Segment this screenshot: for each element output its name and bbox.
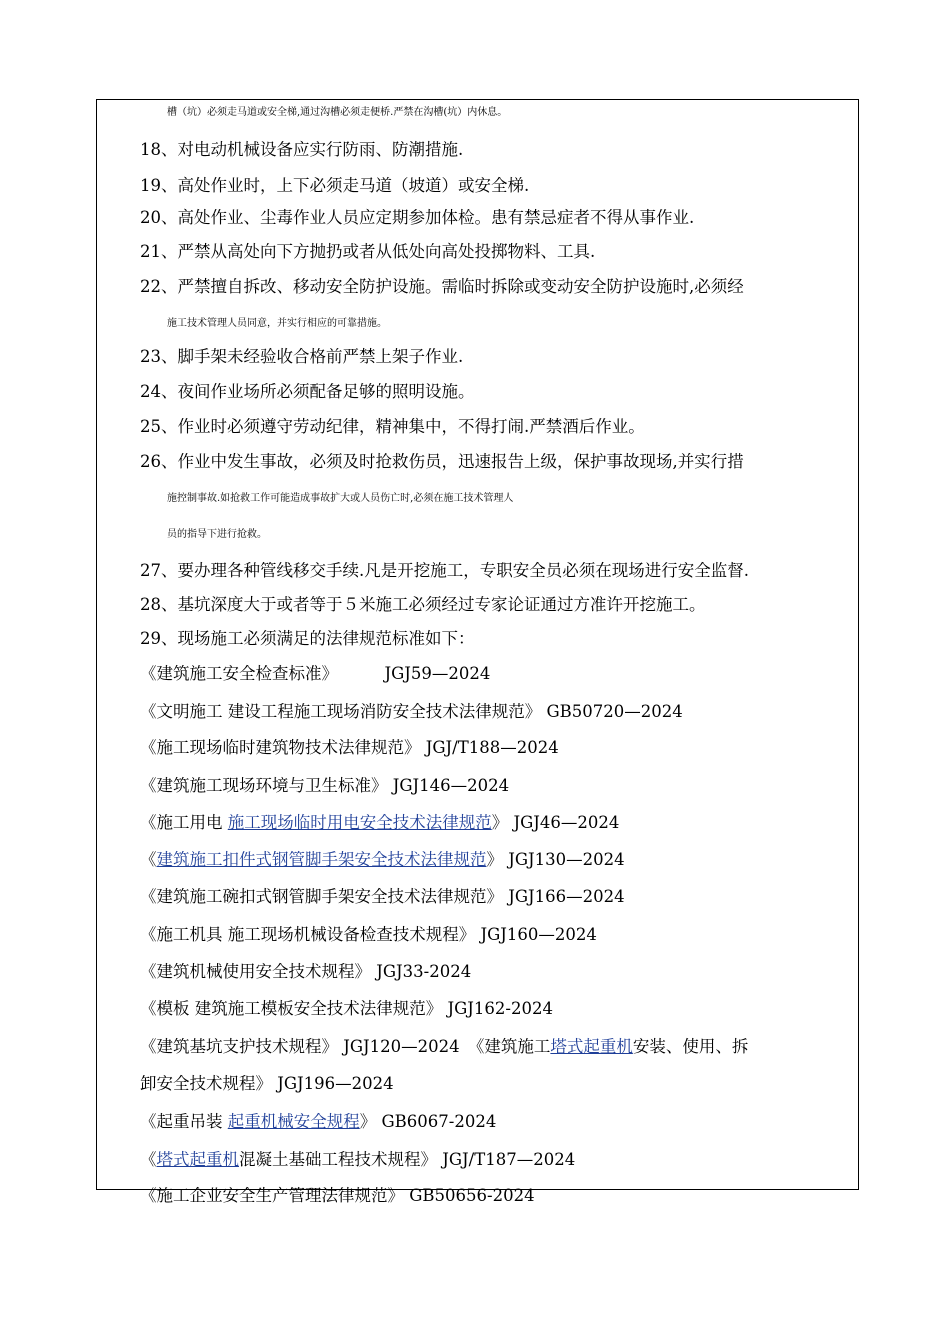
rule-item-26-line3: 员的指导下进行抢救。 (167, 529, 267, 540)
standard-12 (140, 1107, 856, 1137)
rule-item-22-line2: 施工技术管理人员同意，并实行相应的可靠措施。 (167, 318, 387, 329)
standard-11-link[interactable]: 塔式起重机 (550, 1037, 633, 1056)
rule-item-20: 20、高处作业、尘毒作业人员应定期参加体检。患有禁忌症者不得从事作业. (140, 208, 695, 227)
standard-6-prefix: 《 (140, 850, 157, 869)
standard-12-prefix: 《起重吊装 (140, 1112, 228, 1131)
rule-item-27: 27、要办理各种管线移交手续.凡是开挖施工，专职安全员必须在现场进行安全监督. (140, 561, 749, 580)
rule-item-19: 19、高处作业时，上下必须走马道（坡道）或安全梯. (140, 176, 530, 195)
standard-13-link[interactable]: 塔式起重机 (156, 1150, 239, 1169)
standard-11-prefix: 《建筑基坑支护技术规程》 JGJ120—2024 《建筑施工 (140, 1037, 551, 1056)
standard-11-suffix: 安装、使用、拆 (632, 1037, 749, 1056)
standard-14: 《施工企业安全生产管理法律规范》 GB50656-2024 (140, 1186, 535, 1205)
standard-13-prefix: 《 (140, 1150, 157, 1169)
standard-10: 《模板 建筑施工模板安全技术法律规范》 JGJ162-2024 (140, 999, 553, 1018)
standard-11-line2: 卸安全技术规程》 JGJ196—2024 (140, 1074, 394, 1093)
standard-6-link[interactable]: 建筑施工扣件式钢管脚手架安全技术法律规范 (156, 850, 487, 869)
standard-6 (140, 845, 856, 875)
rule-item-22-line1: 22、严禁擅自拆改、移动安全防护设施。需临时拆除或变动安全防护设施时,必须经 (140, 277, 744, 296)
rule-item-26-line2: 施控制事故.如抢救工作可能造成事故扩大或人员伤亡时,必须在施工技术管理人 (167, 493, 514, 504)
standard-13-suffix: 混凝土基础工程技术规程》 JGJ/T187—2024 (239, 1150, 576, 1169)
standard-5-suffix: 》 JGJ46—2024 (491, 813, 620, 832)
standard-1: 《建筑施工安全检查标准》 JGJ59—2024 (140, 664, 491, 683)
standard-6-suffix: 》 JGJ130—2024 (486, 850, 625, 869)
rule-item-24: 24、夜间作业场所必须配备足够的照明设施。 (140, 382, 475, 401)
standard-7: 《建筑施工碗扣式钢管脚手架安全技术法律规范》 JGJ166—2024 (140, 887, 625, 906)
standard-12-suffix: 》 GB6067-2024 (359, 1112, 497, 1131)
standard-5-prefix: 《施工用电 (140, 813, 228, 832)
rule-item-21: 21、严禁从高处向下方抛扔或者从低处向高处投掷物料、工具. (140, 242, 596, 261)
standard-13 (140, 1145, 856, 1175)
standard-11-line1 (140, 1032, 856, 1062)
standard-5 (140, 808, 856, 838)
standard-9: 《建筑机械使用安全技术规程》 JGJ33-2024 (140, 962, 472, 981)
rule-item-26-line1: 26、作业中发生事故，必须及时抢救伤员，迅速报告上级，保护事故现场,并实行措 (140, 452, 744, 471)
standard-4: 《建筑施工现场环境与卫生标准》 JGJ146—2024 (140, 776, 510, 795)
standard-3: 《施工现场临时建筑物技术法律规范》 JGJ/T188—2024 (140, 738, 559, 757)
standard-8: 《施工机具 施工现场机械设备检查技术规程》 JGJ160—2024 (140, 925, 597, 944)
standard-12-link[interactable]: 起重机械安全规程 (227, 1112, 360, 1131)
rule-item-18: 18、对电动机械设备应实行防雨、防潮措施. (140, 140, 464, 159)
standard-2: 《文明施工 建设工程施工现场消防安全技术法律规范》 GB50720—2024 (140, 702, 683, 721)
rule-item-25: 25、作业时必须遵守劳动纪律，精神集中，不得打闹.严禁酒后作业。 (140, 417, 645, 436)
rule-item-23: 23、脚手架未经验收合格前严禁上架子作业. (140, 347, 464, 366)
standard-5-link[interactable]: 施工现场临时用电安全技术法律规范 (227, 813, 492, 832)
rule-item-29: 29、现场施工必须满足的法律规范标准如下： (140, 629, 475, 648)
rule-item-28: 28、基坑深度大于或者等于５米施工必须经过专家论证通过方准许开挖施工。 (140, 595, 706, 614)
continued-item-text: 槽（坑）必须走马道或安全梯,通过沟槽必须走便桥.严禁在沟槽(坑）内休息。 (167, 107, 508, 118)
